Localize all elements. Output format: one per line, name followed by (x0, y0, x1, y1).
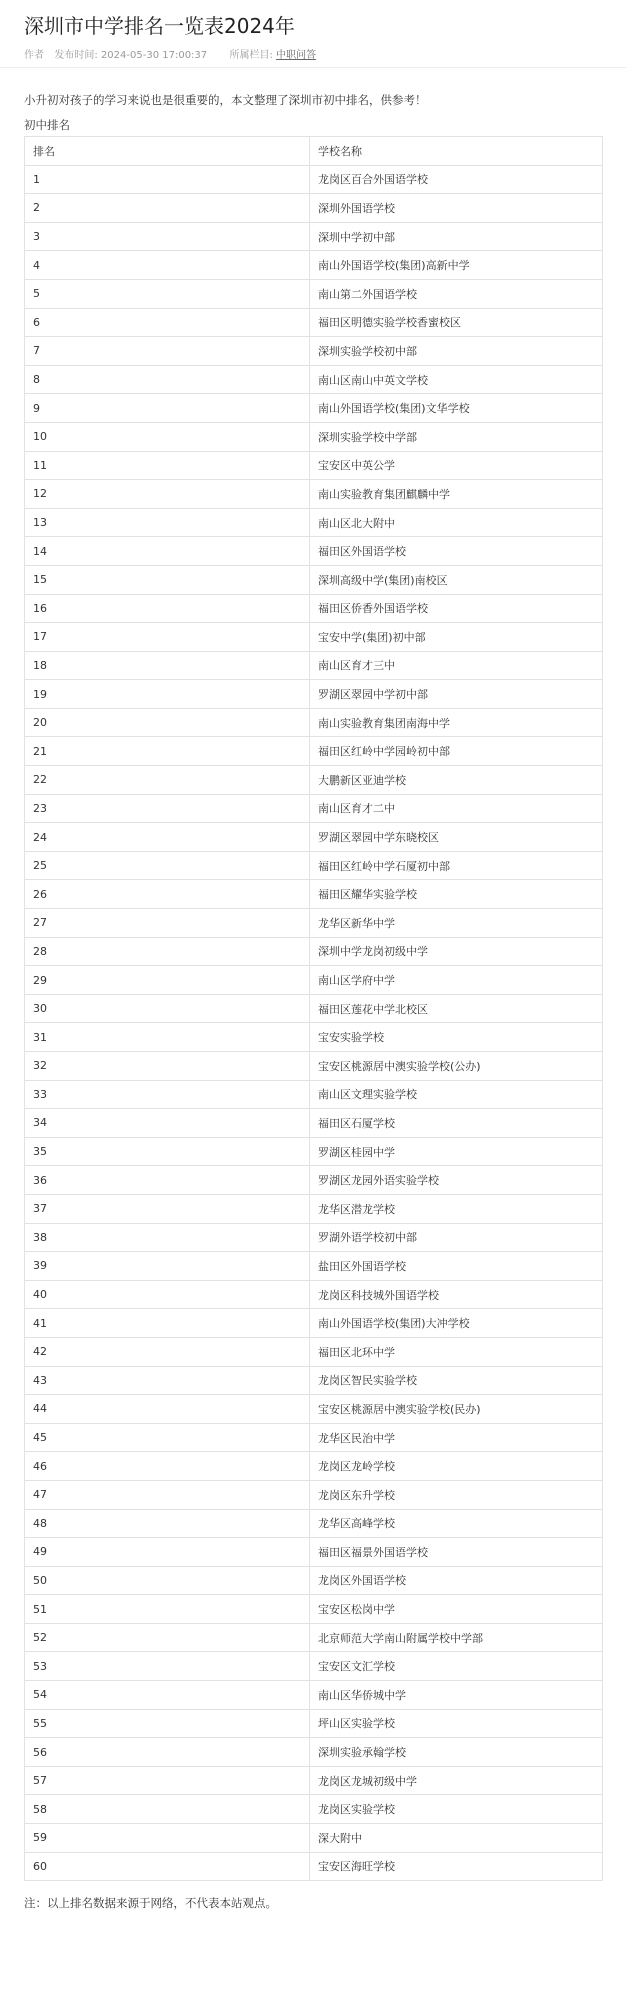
rank-cell: 9 (25, 394, 310, 423)
rank-cell: 43 (25, 1366, 310, 1395)
rank-cell: 40 (25, 1280, 310, 1309)
school-name-cell: 福田区石厦学校 (310, 1109, 603, 1138)
school-name-cell: 福田区莲花中学北校区 (310, 994, 603, 1023)
table-row (25, 994, 603, 1023)
rank-cell: 5 (25, 279, 310, 308)
school-name-cell: 南山区华侨城中学 (310, 1681, 603, 1710)
table-row (25, 1824, 603, 1853)
table-row (25, 537, 603, 566)
footnote: 注：以上排名数据来源于网络，不代表本站观点。 (24, 1896, 277, 1911)
rank-cell: 55 (25, 1709, 310, 1738)
school-name-cell: 福田区红岭中学园岭初中部 (310, 737, 603, 766)
table-row (25, 1480, 603, 1509)
rank-cell: 32 (25, 1052, 310, 1081)
rank-cell: 31 (25, 1023, 310, 1052)
rank-cell: 46 (25, 1452, 310, 1481)
school-name-cell: 龙华区潜龙学校 (310, 1194, 603, 1223)
table-row (25, 1252, 603, 1281)
column-link[interactable]: 中职问答 (276, 50, 317, 61)
school-name-cell: 福田区福景外国语学校 (310, 1538, 603, 1567)
school-name-cell: 龙岗区龙城初级中学 (310, 1766, 603, 1795)
school-name-cell: 盐田区外国语学校 (310, 1252, 603, 1281)
school-name-cell: 龙岗区龙岭学校 (310, 1452, 603, 1481)
rank-cell: 51 (25, 1595, 310, 1624)
rank-cell: 23 (25, 794, 310, 823)
table-row (25, 966, 603, 995)
rank-cell: 49 (25, 1538, 310, 1567)
school-name-cell: 南山区育才三中 (310, 651, 603, 680)
article-meta (24, 49, 602, 63)
table-row (25, 737, 603, 766)
rank-cell: 34 (25, 1109, 310, 1138)
school-name-cell: 南山外国语学校(集团)大冲学校 (310, 1309, 603, 1338)
rank-cell: 16 (25, 594, 310, 623)
school-name-cell: 罗湖区翠园中学东晓校区 (310, 823, 603, 852)
school-name-cell: 南山外国语学校(集团)高新中学 (310, 251, 603, 280)
table-row (25, 1366, 603, 1395)
rank-cell: 35 (25, 1137, 310, 1166)
rank-cell: 11 (25, 451, 310, 480)
table-row (25, 1681, 603, 1710)
rank-cell: 18 (25, 651, 310, 680)
school-name-cell: 福田区红岭中学石厦初中部 (310, 851, 603, 880)
rank-cell: 41 (25, 1309, 310, 1338)
table-row (25, 1452, 603, 1481)
table-body (25, 165, 603, 1881)
rank-cell: 56 (25, 1738, 310, 1767)
table-row (25, 1309, 603, 1338)
school-name-cell: 龙岗区实验学校 (310, 1795, 603, 1824)
school-name-cell: 南山区育才二中 (310, 794, 603, 823)
rank-cell: 38 (25, 1223, 310, 1252)
table-row (25, 422, 603, 451)
rank-cell: 26 (25, 880, 310, 909)
table-row (25, 1738, 603, 1767)
school-name-cell: 南山区北大附中 (310, 508, 603, 537)
rank-cell: 54 (25, 1681, 310, 1710)
table-row (25, 1194, 603, 1223)
table-row (25, 794, 603, 823)
school-name-cell: 深圳实验承翰学校 (310, 1738, 603, 1767)
rank-cell: 14 (25, 537, 310, 566)
school-name-cell: 龙岗区东升学校 (310, 1480, 603, 1509)
table-row (25, 565, 603, 594)
table-row (25, 222, 603, 251)
rank-cell: 15 (25, 565, 310, 594)
school-name-cell: 坪山区实验学校 (310, 1709, 603, 1738)
table-row (25, 1080, 603, 1109)
school-name-cell: 福田区侨香外国语学校 (310, 594, 603, 623)
table-row (25, 1052, 603, 1081)
table-row (25, 880, 603, 909)
rank-cell: 30 (25, 994, 310, 1023)
school-name-cell: 南山区学府中学 (310, 966, 603, 995)
rank-cell: 57 (25, 1766, 310, 1795)
table-row (25, 1709, 603, 1738)
school-name-cell: 龙岗区外国语学校 (310, 1566, 603, 1595)
school-name-cell: 罗湖区翠园中学初中部 (310, 680, 603, 709)
rank-cell: 21 (25, 737, 310, 766)
school-name-cell: 宝安区松岗中学 (310, 1595, 603, 1624)
school-name-cell: 深圳中学初中部 (310, 222, 603, 251)
table-row (25, 680, 603, 709)
school-name-cell: 北京师范大学南山附属学校中学部 (310, 1623, 603, 1652)
rank-cell: 29 (25, 966, 310, 995)
rank-cell: 59 (25, 1824, 310, 1853)
table-row (25, 1566, 603, 1595)
rank-cell: 20 (25, 708, 310, 737)
rank-cell: 12 (25, 480, 310, 509)
school-name-cell: 大鹏新区亚迪学校 (310, 766, 603, 795)
table-row (25, 1166, 603, 1195)
table-row (25, 1423, 603, 1452)
column-label: 所属栏目: (229, 50, 273, 61)
author-label: 作者 (24, 50, 44, 61)
school-name-cell: 福田区明德实验学校香蜜校区 (310, 308, 603, 337)
rank-cell: 7 (25, 337, 310, 366)
rank-cell: 39 (25, 1252, 310, 1281)
school-name-cell: 福田区外国语学校 (310, 537, 603, 566)
rank-cell: 13 (25, 508, 310, 537)
school-name-cell: 深圳中学龙岗初级中学 (310, 937, 603, 966)
school-name-cell: 罗湖外语学校初中部 (310, 1223, 603, 1252)
table-row (25, 1538, 603, 1567)
school-name-cell: 宝安实验学校 (310, 1023, 603, 1052)
table-row (25, 651, 603, 680)
published-label: 发布时间: (54, 50, 98, 61)
rank-cell: 47 (25, 1480, 310, 1509)
table-row (25, 1652, 603, 1681)
table-row (25, 1109, 603, 1138)
school-name-cell: 南山实验教育集团南海中学 (310, 708, 603, 737)
school-name-cell: 宝安区文汇学校 (310, 1652, 603, 1681)
table-header-row (25, 137, 603, 166)
rank-cell: 50 (25, 1566, 310, 1595)
school-name-cell: 龙华区民治中学 (310, 1423, 603, 1452)
table-row (25, 623, 603, 652)
school-name-cell: 宝安区桃源居中澳实验学校(民办) (310, 1395, 603, 1424)
table-row (25, 851, 603, 880)
rank-cell: 58 (25, 1795, 310, 1824)
rank-cell: 45 (25, 1423, 310, 1452)
rank-cell: 27 (25, 909, 310, 938)
table-row (25, 337, 603, 366)
school-name-cell: 深圳实验学校初中部 (310, 337, 603, 366)
school-name-cell: 罗湖区桂园中学 (310, 1137, 603, 1166)
rank-cell: 44 (25, 1395, 310, 1424)
school-name-cell: 龙华区高峰学校 (310, 1509, 603, 1538)
rank-cell: 48 (25, 1509, 310, 1538)
table-row (25, 1509, 603, 1538)
school-name-cell: 深圳高级中学(集团)南校区 (310, 565, 603, 594)
table-row (25, 1137, 603, 1166)
school-name-cell: 龙岗区科技城外国语学校 (310, 1280, 603, 1309)
table-row (25, 251, 603, 280)
rank-cell: 42 (25, 1337, 310, 1366)
school-name-cell: 宝安区桃源居中澳实验学校(公办) (310, 1052, 603, 1081)
published-time: 2024-05-30 17:00:37 (100, 50, 208, 61)
table-row (25, 1023, 603, 1052)
table-row (25, 480, 603, 509)
section-title: 初中排名 (24, 118, 70, 132)
table-row (25, 165, 603, 194)
table-row (25, 1852, 603, 1881)
table-row (25, 766, 603, 795)
school-name-cell: 福田区耀华实验学校 (310, 880, 603, 909)
ranking-table (24, 136, 603, 1881)
rank-cell: 8 (25, 365, 310, 394)
table-row (25, 1595, 603, 1624)
table-row (25, 594, 603, 623)
rank-cell: 22 (25, 766, 310, 795)
table-row (25, 279, 603, 308)
table-row (25, 823, 603, 852)
school-name-cell: 宝安区海旺学校 (310, 1852, 603, 1881)
table-row (25, 937, 603, 966)
rank-cell: 37 (25, 1194, 310, 1223)
school-name-cell: 龙岗区百合外国语学校 (310, 165, 603, 194)
rank-cell: 10 (25, 422, 310, 451)
school-name-cell: 南山区文理实验学校 (310, 1080, 603, 1109)
school-name-cell: 深大附中 (310, 1824, 603, 1853)
rank-cell: 52 (25, 1623, 310, 1652)
rank-cell: 24 (25, 823, 310, 852)
table-row (25, 1766, 603, 1795)
table-row (25, 1395, 603, 1424)
rank-cell: 60 (25, 1852, 310, 1881)
school-name-cell: 南山区南山中英文学校 (310, 365, 603, 394)
table-row (25, 708, 603, 737)
table-row (25, 1337, 603, 1366)
table-row (25, 1280, 603, 1309)
rank-cell: 17 (25, 623, 310, 652)
rank-cell: 25 (25, 851, 310, 880)
school-name-cell: 深圳实验学校中学部 (310, 422, 603, 451)
school-name-cell: 龙华区新华中学 (310, 909, 603, 938)
rank-cell: 6 (25, 308, 310, 337)
table-row (25, 394, 603, 423)
table-row (25, 194, 603, 223)
school-name-cell: 南山实验教育集团麒麟中学 (310, 480, 603, 509)
table-row (25, 1623, 603, 1652)
table-row (25, 909, 603, 938)
header-school: 学校名称 (310, 137, 603, 166)
table-row (25, 1795, 603, 1824)
rank-cell: 53 (25, 1652, 310, 1681)
rank-cell: 3 (25, 222, 310, 251)
school-name-cell: 罗湖区龙园外语实验学校 (310, 1166, 603, 1195)
table-row (25, 365, 603, 394)
school-name-cell: 宝安中学(集团)初中部 (310, 623, 603, 652)
rank-cell: 4 (25, 251, 310, 280)
school-name-cell: 宝安区中英公学 (310, 451, 603, 480)
school-name-cell: 福田区北环中学 (310, 1337, 603, 1366)
rank-cell: 1 (25, 165, 310, 194)
intro-paragraph: 小升初对孩子的学习来说也是很重要的，本文整理了深圳市初中排名，供参考！ (24, 93, 427, 107)
school-name-cell: 龙岗区智民实验学校 (310, 1366, 603, 1395)
rank-cell: 33 (25, 1080, 310, 1109)
page-title: 深圳市中学排名一览表2024年 (24, 14, 295, 38)
table-row (25, 451, 603, 480)
school-name-cell: 南山第二外国语学校 (310, 279, 603, 308)
school-name-cell: 南山外国语学校(集团)文华学校 (310, 394, 603, 423)
table-row (25, 1223, 603, 1252)
rank-cell: 19 (25, 680, 310, 709)
article-body (0, 68, 626, 1911)
rank-cell: 28 (25, 937, 310, 966)
rank-cell: 36 (25, 1166, 310, 1195)
rank-cell: 2 (25, 194, 310, 223)
header-rank: 排名 (25, 137, 310, 166)
table-row (25, 308, 603, 337)
article-header (0, 0, 626, 68)
table-row (25, 508, 603, 537)
school-name-cell: 深圳外国语学校 (310, 194, 603, 223)
